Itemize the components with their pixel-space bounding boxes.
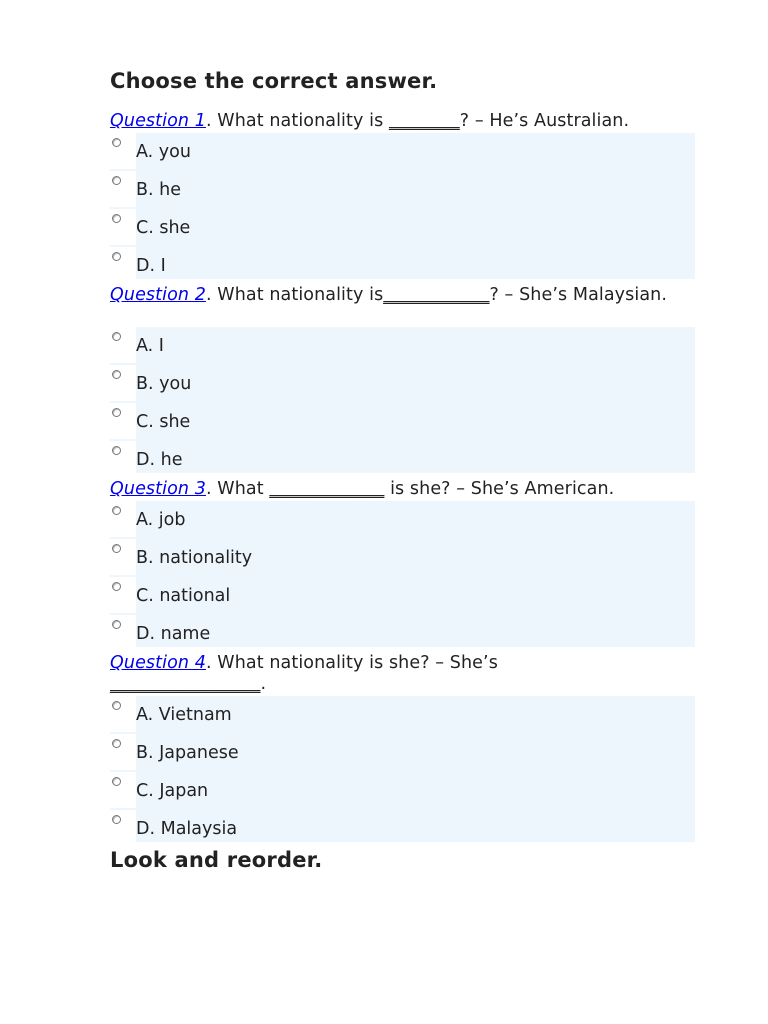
option-row[interactable] bbox=[110, 577, 695, 615]
radio-button[interactable] bbox=[112, 582, 121, 591]
option-label: B. nationality bbox=[136, 548, 253, 568]
radio-button[interactable] bbox=[112, 544, 121, 553]
option-label: A. I bbox=[136, 336, 164, 356]
question-2-text: Question 2. What nationality is____________? – She’s Malaysian. bbox=[110, 285, 667, 305]
answer-blank: ________ bbox=[388, 111, 460, 131]
page-title: Choose the correct answer. bbox=[110, 69, 438, 93]
radio-button[interactable] bbox=[112, 815, 121, 824]
option-label: A. Vietnam bbox=[136, 705, 232, 725]
radio-button[interactable] bbox=[112, 408, 121, 417]
option-label: B. you bbox=[136, 374, 192, 394]
option-label: B. Japanese bbox=[136, 743, 239, 763]
option-label: C. Japan bbox=[136, 781, 209, 801]
option-label: A. job bbox=[136, 510, 186, 530]
radio-button[interactable] bbox=[112, 506, 121, 515]
question-3-link[interactable]: Question 3 bbox=[110, 479, 206, 499]
radio-button[interactable] bbox=[112, 370, 121, 379]
option-label: C. she bbox=[136, 412, 191, 432]
option-label: D. Malaysia bbox=[136, 819, 238, 839]
question-4-text: Question 4. What nationality is she? – She’s _________________. bbox=[110, 653, 498, 694]
question-4-options bbox=[110, 696, 695, 842]
radio-button[interactable] bbox=[112, 176, 121, 185]
option-row[interactable] bbox=[110, 734, 695, 772]
answer-blank: ____________ bbox=[383, 285, 490, 305]
option-row[interactable] bbox=[110, 772, 695, 810]
question-4-link[interactable]: Question 4 bbox=[110, 653, 206, 673]
radio-button[interactable] bbox=[112, 138, 121, 147]
option-row[interactable] bbox=[110, 133, 695, 171]
option-label: A. you bbox=[136, 142, 191, 162]
section-heading: Look and reorder. bbox=[110, 848, 323, 872]
radio-button[interactable] bbox=[112, 252, 121, 261]
answer-blank: _____________ bbox=[269, 479, 385, 499]
question-2-link[interactable]: Question 2 bbox=[110, 285, 206, 305]
option-row[interactable] bbox=[110, 247, 695, 279]
option-row[interactable] bbox=[110, 365, 695, 403]
option-row[interactable] bbox=[110, 327, 695, 365]
option-label: D. he bbox=[136, 450, 183, 470]
option-label: B. he bbox=[136, 180, 181, 200]
option-label: C. national bbox=[136, 586, 231, 606]
option-label: D. I bbox=[136, 256, 166, 276]
radio-button[interactable] bbox=[112, 701, 121, 710]
question-1-text: Question 1. What nationality is ________? – He’s Australian. bbox=[110, 111, 630, 131]
question-1-link[interactable]: Question 1 bbox=[110, 111, 206, 131]
option-row[interactable] bbox=[110, 171, 695, 209]
radio-button[interactable] bbox=[112, 214, 121, 223]
option-row[interactable] bbox=[110, 403, 695, 441]
radio-button[interactable] bbox=[112, 620, 121, 629]
option-row[interactable] bbox=[110, 209, 695, 247]
question-3-text: Question 3. What _____________ is she? – She’s American. bbox=[110, 479, 615, 499]
question-1-options bbox=[110, 133, 695, 279]
option-label: C. she bbox=[136, 218, 191, 238]
radio-button[interactable] bbox=[112, 777, 121, 786]
option-row[interactable] bbox=[110, 501, 695, 539]
option-row[interactable] bbox=[110, 696, 695, 734]
question-2-options bbox=[110, 327, 695, 473]
option-label: D. name bbox=[136, 624, 211, 644]
option-row[interactable] bbox=[110, 810, 695, 842]
option-row[interactable] bbox=[110, 615, 695, 647]
option-row[interactable] bbox=[110, 539, 695, 577]
answer-blank: _________________ bbox=[110, 674, 261, 694]
radio-button[interactable] bbox=[112, 739, 121, 748]
question-3-options bbox=[110, 501, 695, 647]
radio-button[interactable] bbox=[112, 446, 121, 455]
option-row[interactable] bbox=[110, 441, 695, 473]
radio-button[interactable] bbox=[112, 332, 121, 341]
